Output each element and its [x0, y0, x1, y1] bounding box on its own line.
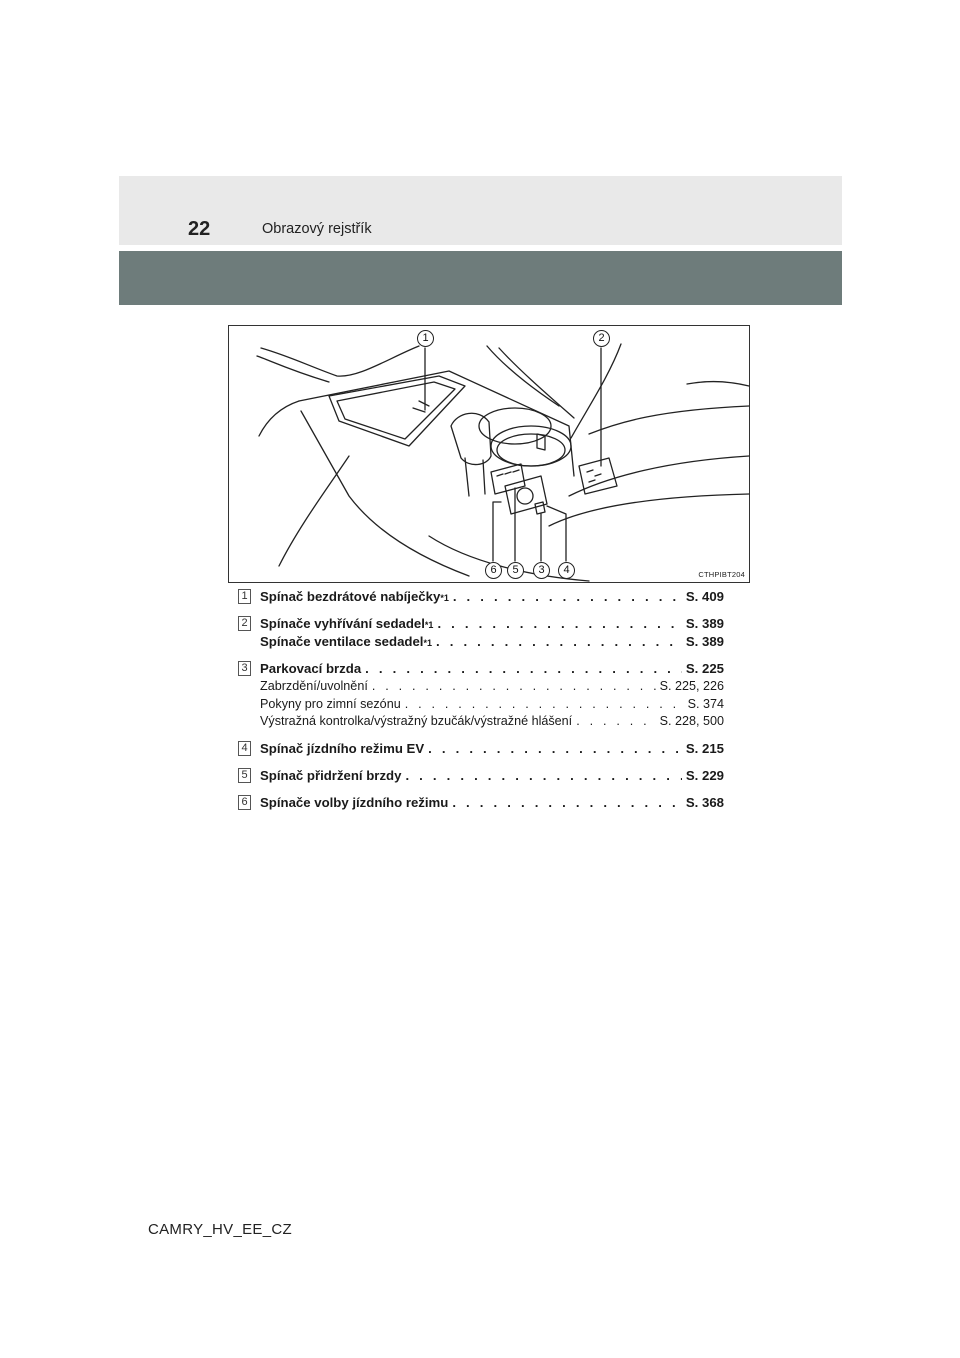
dot-leader — [405, 696, 684, 714]
reference-label: Parkovací brzda — [260, 661, 362, 676]
title-bar — [119, 251, 842, 305]
item-number-box: 4 — [238, 741, 251, 756]
page-reference[interactable]: S. 215 — [685, 740, 724, 756]
callout-5: 5 — [507, 562, 524, 579]
reference-line[interactable] — [260, 767, 724, 785]
console-line-drawing — [229, 326, 751, 584]
page-reference[interactable]: S. 389 — [685, 616, 724, 631]
reference-line[interactable]: Spínače ventilace sedadel *1 . . . S. 389 — [260, 633, 724, 651]
reference-line[interactable] — [260, 660, 724, 678]
dot-leader — [365, 660, 682, 678]
callout-2: 2 — [593, 330, 610, 347]
list-item — [238, 588, 724, 606]
reference-label: Pokyny pro zimní sezónu — [260, 696, 401, 711]
reference-list — [238, 588, 724, 821]
reference-label: Spínač jízdního režimu EV — [260, 740, 425, 756]
page-reference[interactable]: S. 368 — [685, 794, 724, 810]
page-reference[interactable]: S. 409 — [685, 589, 724, 604]
reference-line[interactable]: Spínače vyhřívání sedadel *1 . . . S. 389 — [260, 615, 724, 633]
reference-line[interactable] — [260, 794, 724, 812]
list-item — [238, 660, 724, 731]
page-reference[interactable]: S. 389 — [685, 634, 724, 649]
dot-leader — [436, 633, 682, 651]
reference-label: Zabrzdění/uvolnění — [260, 679, 368, 693]
model-code: CAMRY_HV_EE_CZ — [148, 1221, 292, 1238]
reference-label: Výstražná kontrolka/výstražný bzučák/výstražné hlášení — [260, 714, 573, 728]
dot-leader — [453, 588, 682, 606]
reference-label: Spínače volby jízdního režimu — [260, 794, 449, 810]
reference-label: Spínače vyhřívání sedadel — [260, 616, 425, 631]
center-console-illustration — [228, 325, 750, 583]
list-item — [238, 740, 724, 758]
reference-label: Spínač bezdrátové nabíječky — [260, 589, 441, 604]
page-reference[interactable]: S. 228, 500 — [659, 714, 724, 728]
reference-line[interactable] — [260, 696, 724, 714]
callout-6: 6 — [485, 562, 502, 579]
dot-leader — [405, 767, 681, 785]
item-number-box: 5 — [238, 768, 251, 783]
dot-leader — [452, 794, 682, 812]
dot-leader — [428, 740, 682, 758]
page-reference[interactable]: S. 225, 226 — [659, 679, 724, 693]
page-reference[interactable]: S. 225 — [685, 661, 724, 676]
callout-4: 4 — [558, 562, 575, 579]
callout-3: 3 — [533, 562, 550, 579]
reference-line[interactable] — [260, 713, 724, 731]
dot-leader — [372, 678, 656, 696]
list-item — [238, 767, 724, 785]
item-number-box: 1 — [238, 589, 251, 604]
page-reference[interactable]: S. 229 — [685, 767, 724, 783]
item-number-box: 3 — [238, 661, 251, 676]
reference-line[interactable]: Spínač bezdrátové nabíječky *1 . . . S. 409 — [260, 588, 724, 606]
item-number-box: 6 — [238, 795, 251, 810]
reference-line[interactable] — [260, 740, 724, 758]
reference-line[interactable] — [260, 678, 724, 696]
callout-1: 1 — [417, 330, 434, 347]
figure-code: CTHPIBT204 — [698, 570, 745, 579]
page-number: 22 — [188, 218, 211, 240]
item-number-box: 2 — [238, 616, 251, 631]
list-item — [238, 615, 724, 651]
dot-leader — [437, 615, 681, 633]
reference-label: Spínače ventilace sedadel — [260, 634, 424, 649]
list-item — [238, 794, 724, 812]
reference-label: Spínač přidržení brzdy — [260, 767, 402, 783]
header-band — [119, 176, 842, 245]
dot-leader — [576, 713, 655, 731]
page-reference[interactable]: S. 374 — [687, 696, 724, 711]
section-title: Obrazový rejstřík — [262, 221, 372, 237]
